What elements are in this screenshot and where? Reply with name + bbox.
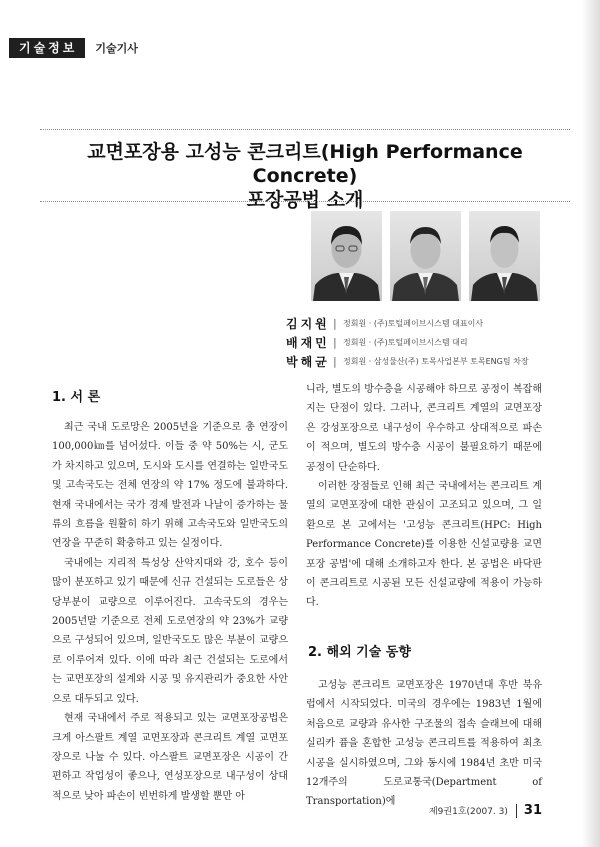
body-paragraph: 국내에는 지리적 특성상 산악지대와 강, 호수 등이 많이 분포하고 있기 때문에 신규 건설되는 도로들은 상당부분이 교량으로 이루어진다. 고속국도의 경우는 2005년말 기준으로 전체 도로연장의 약 23%가 교량으로 구성되어 있으며, 일반국도도 많은 부분이 교량으로 이루어져 있다. 이에 따라 최근 건설되는 도로에서는 교면포장의 설계와 시공 및 유지관리가 중요한 사안으로 대두되고 있다. [52, 557, 288, 705]
left-column [52, 418, 288, 806]
section-header [9, 38, 138, 58]
top-divider [40, 129, 570, 130]
author-separator: | [333, 355, 337, 368]
article-title-line1: 교면포장용 고성능 콘크리트(High Performance Concrete) [87, 141, 523, 187]
right-column [306, 380, 542, 613]
body-paragraph: 니라, 별도의 방수층을 시공해야 하므로 공정이 복잡해지는 단점이 있다. 그러나, 콘크리트 계열의 교면포장은 강성포장으로 내구성이 우수하고 상대적으로 파손이 적으며, 별도의 방수층 시공이 불필요하기 때문에 공정이 단순하다. [306, 384, 542, 473]
author-affiliation: 정회원 · (주)토털페이브시스템 대리 [343, 338, 468, 347]
author-affiliation: 정회원 · 삼성물산(주) 토목사업본부 토목ENG팀 차장 [343, 357, 529, 366]
author-photo-3 [469, 211, 540, 301]
author-name: 배재민 [286, 336, 330, 350]
body-paragraph: 고성능 콘크리트 교면포장은 1970년대 후반 북유럽에서 시작되었다. 미국의 경우에는 1983년 1월에 처음으로 교량과 유사한 구조물의 접속 슬래브에 대해 실리카 퓸을 혼합한 고성능 콘크리트를 적용하여 최초 시공을 실시하였으며, 그와 동시에 1984년 초반 미국 12개주의 도로교통국(Department of Transportation)에 [306, 680, 542, 808]
section-label: 기술정보 [9, 38, 85, 58]
body-paragraph: 현재 국내에서 주로 적용되고 있는 교면포장공법은 크게 아스팔트 계열 교면포장과 콘크리트 계열 교면포장으로 나눌 수 있다. 아스팔트 교면포장은 시공이 간편하고 작업성이 좋으나, 연성포장으로 내구성이 상대적으로 낮아 파손이 빈번하게 발생할 뿐만 아 [52, 713, 288, 802]
author-affiliation: 정회원 · (주)토털페이브시스템 대표이사 [343, 319, 484, 328]
body-paragraph: 이러한 장점들로 인해 최근 국내에서는 콘크리트 계열의 교면포장에 대한 관심이 고조되고 있으며, 그 일환으로 본 고에서는 '고성능 콘크리트(HPC: High Performance Concrete)를 이용한 신설교량용 교면포장 공법'에 대해 소개하고자 한다. 본 공법은 바닥판이 콘크리트로 시공된 모든 신설교량에 적용이 가능하다. [306, 481, 542, 609]
section-2-heading: 2. 해외 기술 동향 [308, 645, 411, 660]
body-paragraph: 최근 국내 도로망은 2005년을 기준으로 총 연장이 100,000㎞를 넘어섰다. 이들 중 약 50%는 시, 군도가 차지하고 있으며, 도시와 도시를 연결하는 일반국도 및 고속국도는 전체 연장의 약 17% 정도에 불과하다. 현재 국내에서는 국가 경제 발전과 나날이 증가하는 물류의 흐름을 원활히 하기 위해 고속국도와 일반국도의 연장을 꾸준히 확충하고 있는 실정이다. [52, 422, 288, 550]
section-sub-label: 기술기사 [95, 42, 138, 55]
article-title-line2: 포장공법 소개 [246, 189, 364, 211]
author-name: 김지원 [286, 317, 330, 331]
author-separator: | [333, 336, 337, 349]
section-1-heading: 1. 서 론 [52, 390, 101, 405]
author-list [286, 314, 529, 371]
author-photo-2 [390, 211, 461, 301]
author-separator: | [333, 317, 337, 330]
author-row [286, 333, 529, 352]
page-footer [429, 803, 542, 818]
title-divider [40, 201, 570, 202]
right-column-section-2 [306, 676, 542, 812]
author-row [286, 314, 529, 333]
page-edge-shadow [582, 0, 600, 847]
author-photo-1 [311, 211, 382, 301]
author-name: 박해균 [286, 355, 330, 369]
footer-divider [516, 804, 517, 818]
issue-info: 제9권1호(2007. 3) [428, 807, 508, 817]
author-row [286, 352, 529, 371]
page-number: 31 [523, 803, 542, 818]
